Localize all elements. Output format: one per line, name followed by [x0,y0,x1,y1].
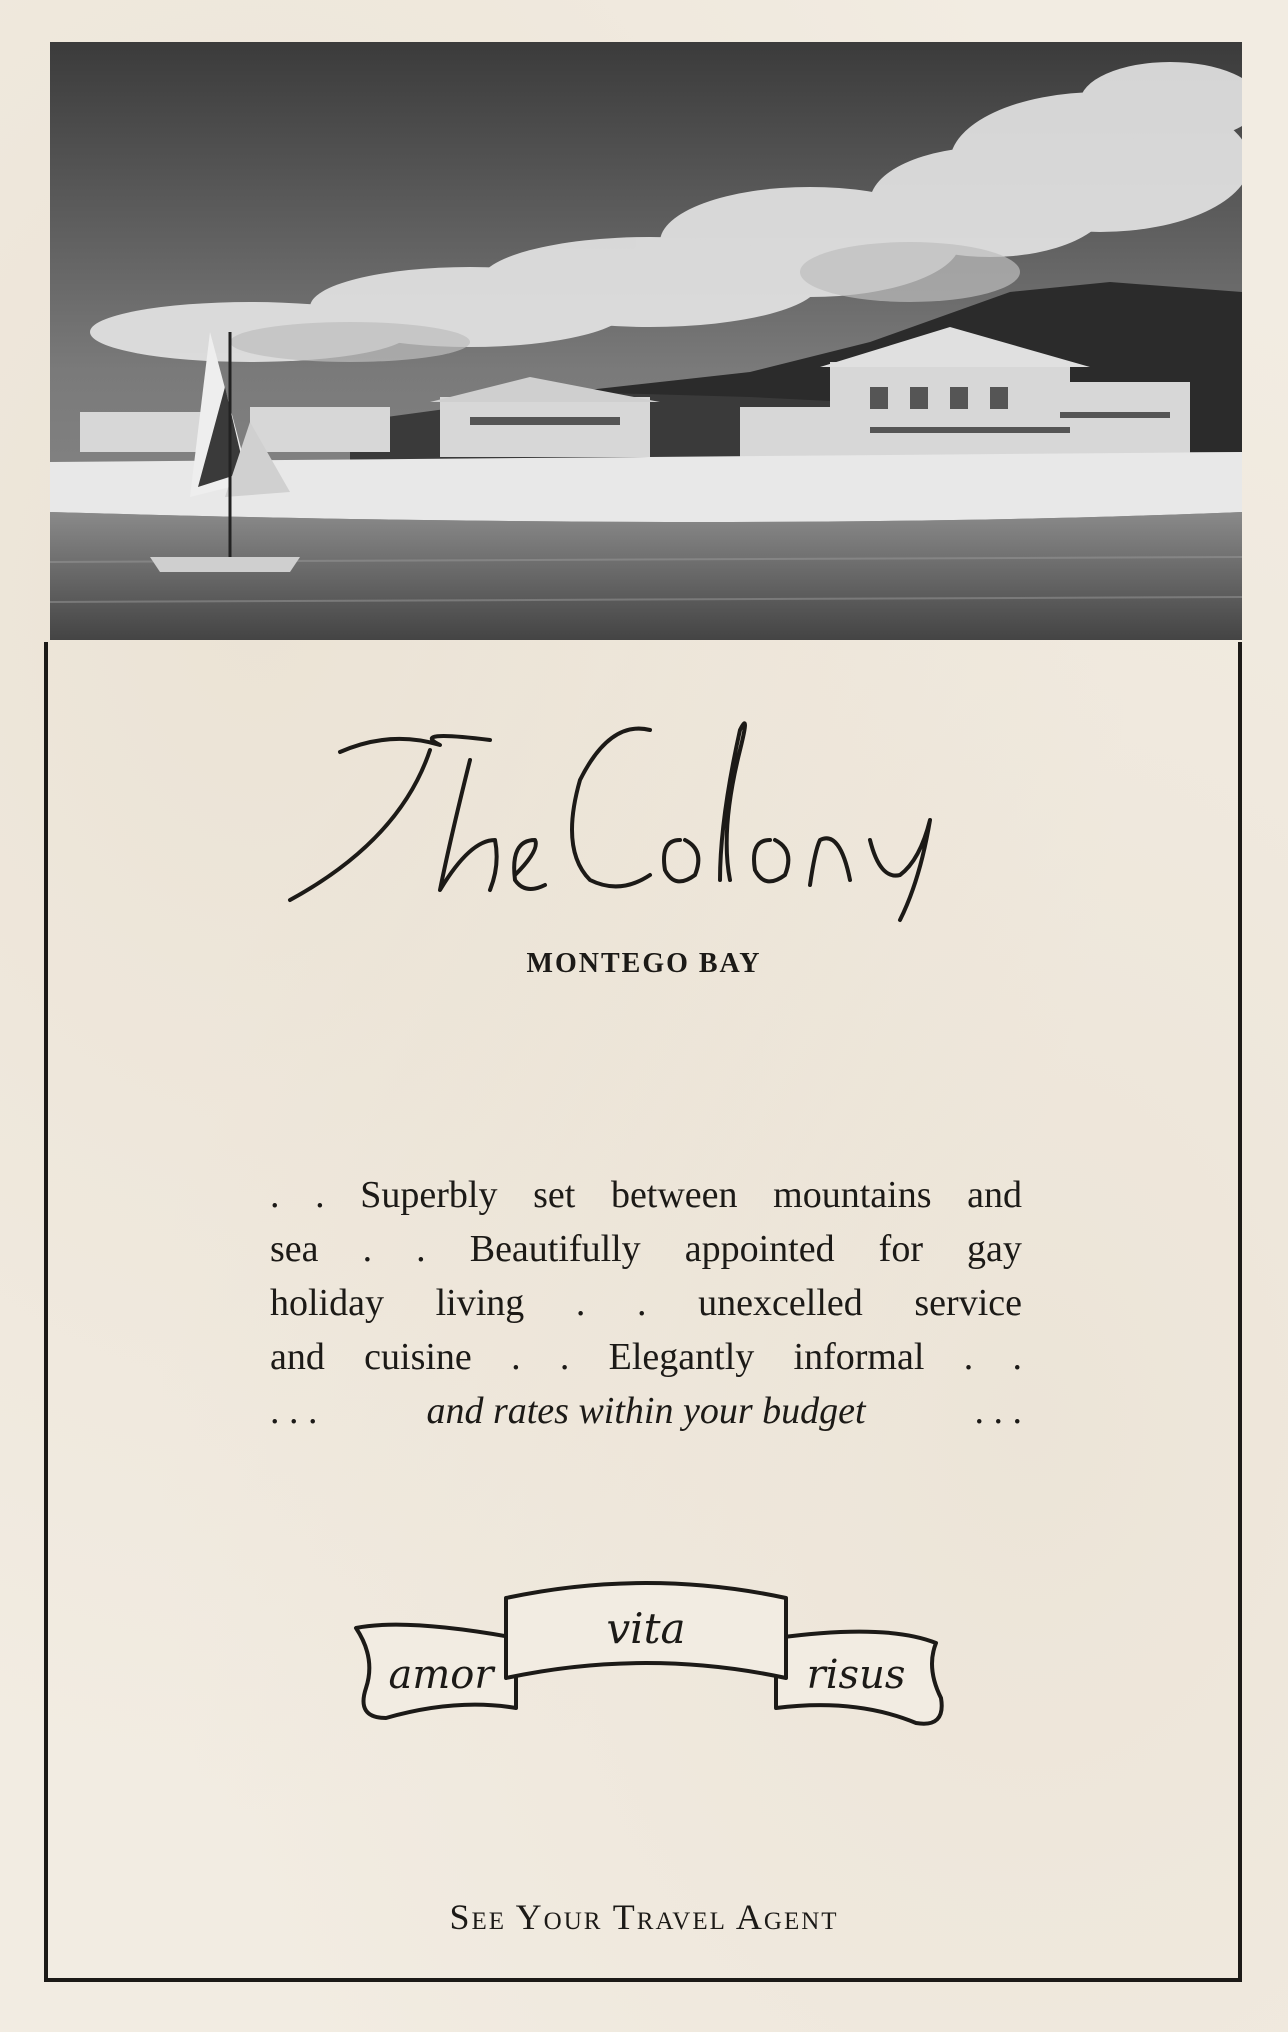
ribbon-word-risus: risus [806,1652,906,1698]
motto-ribbon [346,1568,952,1748]
body-line [270,1330,1022,1384]
body-word: . [637,1282,647,1324]
body-word: service [914,1282,1022,1324]
italic-line [270,1384,1022,1438]
body-word: cuisine [364,1336,472,1378]
body-word: . [416,1228,426,1270]
body-copy [270,1168,1022,1438]
the-colony-logo [280,690,1020,940]
body-word: holiday [270,1282,384,1324]
body-line [270,1222,1022,1276]
body-line [270,1168,1022,1222]
body-word: for [878,1228,923,1270]
body-word: . [362,1228,373,1270]
body-word: appointed [684,1228,835,1270]
travel-agent-footer: See Your Travel Agent [449,1897,839,1937]
ribbon-word-amor: amor [388,1652,494,1698]
body-word: . [559,1336,570,1378]
body-word: . [315,1174,325,1216]
body-word: . [963,1336,974,1378]
italic-line-text: and rates within your budget [426,1390,866,1432]
body-word: Elegantly [608,1336,755,1378]
body-word: informal [793,1336,925,1378]
body-word: living [435,1282,525,1324]
body-line [270,1276,1022,1330]
body-word: sea [270,1228,319,1270]
ribbon-illustration [346,1568,952,1748]
body-word: . [1012,1336,1022,1378]
body-word: . [511,1336,521,1378]
body-word: and [270,1336,325,1378]
location-heading: MONTEGO BAY [526,948,762,979]
body-word: Beautifully [469,1228,641,1270]
body-word: set [533,1174,576,1216]
body-word: gay [967,1228,1022,1270]
italic-line-lead: . . . [270,1390,318,1432]
body-word: Superbly [360,1174,498,1216]
beach-resort-photo [50,42,1242,640]
body-word: . [270,1174,280,1216]
body-word: mountains [773,1174,932,1216]
body-word: and [967,1174,1022,1216]
script-wordmark [280,690,1020,940]
body-word: . [575,1282,586,1324]
photo-illustration [50,42,1242,640]
italic-line-trail: . . . [974,1390,1022,1432]
ribbon-word-vita: vita [606,1604,686,1653]
body-word: between [610,1174,738,1216]
body-word: unexcelled [698,1282,863,1324]
